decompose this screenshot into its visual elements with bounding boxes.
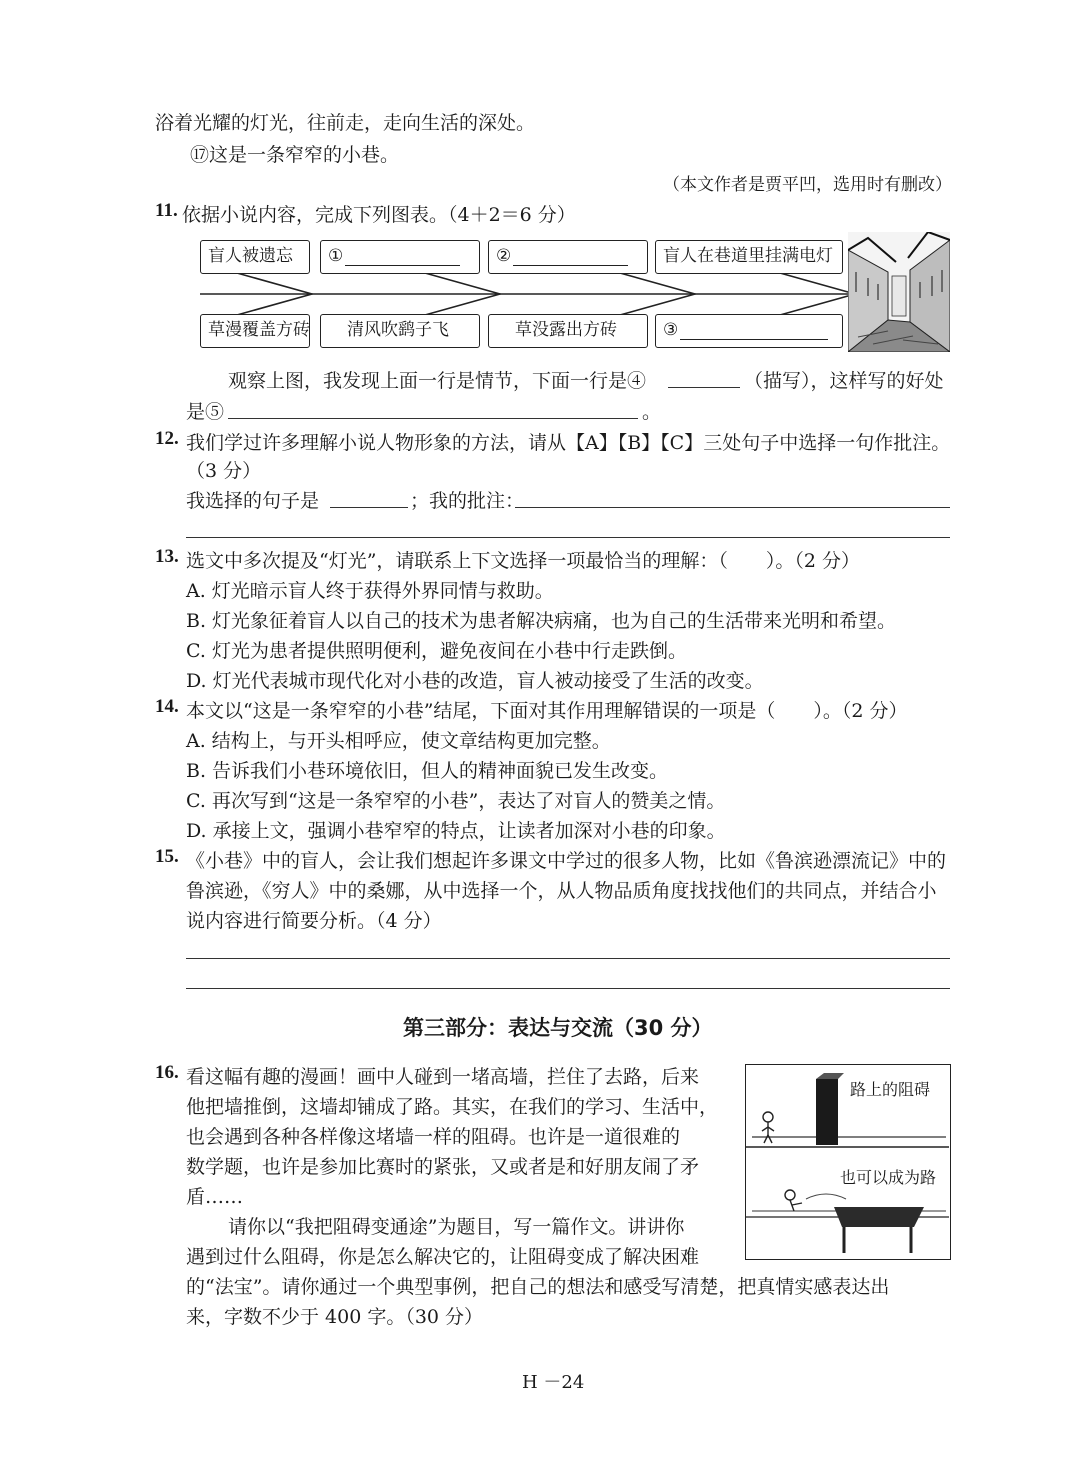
flow-arrow-diagram (200, 268, 860, 318)
question-line: 《小巷》中的盲人，会让我们想起许多课文中学过的很多人物，比如《鲁滨逊漂流记》中的 (186, 850, 947, 872)
option-c[interactable]: C. 再次写到“这是一条窄窄的小巷”，表达了对盲人的赞美之情。 (186, 790, 726, 812)
choose-label: 我选择的句子是 (186, 490, 320, 512)
option-c[interactable]: C. 灯光为患者提供照明便利，避免夜间在小巷中行走跌倒。 (186, 640, 687, 662)
plot-box-1 (200, 240, 310, 274)
observe-text-3: 是⑤ (186, 401, 225, 423)
passage-source: （本文作者是贾平凹，选用时有删改） (663, 175, 952, 195)
comic-frame (745, 1064, 951, 1260)
question-number: 16. (155, 1062, 179, 1083)
prompt-line: 请你以“我把阻碍变通途”为题目，写一篇作文。讲讲你 (228, 1216, 685, 1238)
scene-box-2 (320, 314, 480, 348)
alley-illustration (848, 232, 950, 352)
section-title: 第三部分：表达与交流（30 分） (403, 1016, 713, 1040)
scene-box-3 (488, 314, 648, 348)
prompt-line: 的“法宝”。请你通过一个典型事例，把自己的想法和感受写清楚，把真情实感表达出 (186, 1276, 890, 1298)
annotation-blank[interactable] (515, 507, 950, 508)
prompt-line: 看这幅有趣的漫画！画中人碰到一堵高墙，拦住了去路，后来 (186, 1066, 700, 1088)
plot-box-4 (655, 240, 843, 274)
prompt-line: 盾…… (186, 1186, 244, 1208)
question-stem: 依据小说内容，完成下列图表。（4＋2＝6 分） (182, 204, 576, 226)
chosen-sentence-blank[interactable] (330, 507, 408, 508)
question-number: 13. (155, 546, 179, 567)
answer-blank[interactable] (680, 321, 828, 340)
passage-line: 浴着光耀的灯光，往前走，走向生活的深处。 (155, 112, 536, 134)
answer-blank-5[interactable] (228, 418, 638, 419)
option-a[interactable]: A. 结构上，与开头相呼应，使文章结构更加完整。 (186, 730, 611, 752)
answer-blank[interactable] (513, 247, 628, 266)
plot-box-2-blank[interactable] (320, 240, 480, 274)
option-b[interactable]: B. 灯光象征着盲人以自己的技术为患者解决病痛，也为自己的生活带来光明和希望。 (186, 610, 897, 632)
option-a[interactable]: A. 灯光暗示盲人终于获得外界同情与救助。 (186, 580, 554, 602)
question-line: 说内容进行简要分析。（4 分） (186, 910, 442, 932)
question-stem: 本文以“这是一条窄窄的小巷”结尾，下面对其作用理解错误的一项是（ ）。（2 分） (186, 700, 908, 722)
question-score: （3 分） (186, 460, 262, 482)
passage-paragraph-17: ⑰这是一条窄窄的小巷。 (190, 144, 400, 166)
scene-box-label: 草没露出方砖 (515, 320, 617, 340)
blank-marker: ① (328, 246, 344, 266)
prompt-line: 遇到过什么阻碍，你是怎么解决它的，让阻碍变成了解决困难 (186, 1246, 700, 1268)
question-line: 鲁滨逊，《穷人》中的桑娜，从中选择一个，从人物品质角度找找他们的共同点，并结合小 (186, 880, 937, 902)
plot-box-label: 盲人在巷道里挂满电灯 (663, 246, 833, 266)
blank-marker: ③ (663, 320, 679, 340)
option-d[interactable]: D. 承接上文，强调小巷窄窄的特点，让读者加深对小巷的印象。 (186, 820, 726, 842)
prompt-line: 数学题，也许是参加比赛时的紧张，又或者是和好朋友闹了矛 (186, 1156, 700, 1178)
blank-marker: ② (496, 246, 512, 266)
answer-blank-4[interactable] (668, 387, 740, 388)
scene-box-4-blank[interactable] (655, 314, 843, 348)
observe-end: 。 (642, 401, 662, 423)
plot-box-label: 盲人被遗忘 (208, 246, 293, 266)
observe-text-2: （描写），这样写的好处 (744, 370, 944, 392)
question-number: 12. (155, 428, 179, 449)
prompt-line: 来，字数不少于 400 字。（30 分） (186, 1306, 484, 1328)
comic-caption-top: 路上的阻碍 (850, 1080, 931, 1099)
question-number: 14. (155, 696, 179, 717)
comic-caption-bottom: 也可以成为路 (840, 1168, 937, 1187)
scene-box-label: 草漫覆盖方砖 (208, 320, 310, 340)
question-number: 15. (155, 846, 179, 867)
prompt-line: 也会遇到各种各样像这堵墙一样的阻碍。也许是一道很难的 (186, 1126, 681, 1148)
option-b[interactable]: B. 告诉我们小巷环境依旧，但人的精神面貌已发生改变。 (186, 760, 669, 782)
annotation-label: ；我的批注： (410, 490, 525, 512)
page-number: H －24 (522, 1372, 585, 1393)
annotation-blank-2[interactable] (186, 537, 950, 538)
answer-line[interactable] (186, 958, 950, 959)
scene-box-1 (200, 314, 310, 348)
question-stem: 我们学过许多理解小说人物形象的方法，请从【A】【B】【C】三处句子中选择一句作批注。 (186, 432, 951, 454)
question-stem: 选文中多次提及“灯光”，请联系上下文选择一项最恰当的理解：（ ）。（2 分） (186, 550, 861, 572)
observe-text: 观察上图，我发现上面一行是情节，下面一行是④ (228, 370, 647, 392)
answer-blank[interactable] (345, 247, 460, 266)
option-d[interactable]: D. 灯光代表城市现代化对小巷的改造，盲人被动接受了生活的改变。 (186, 670, 764, 692)
scene-box-label: 清风吹鹞子飞 (347, 320, 449, 340)
plot-box-3-blank[interactable] (488, 240, 648, 274)
answer-line[interactable] (186, 988, 950, 989)
question-number: 11. (155, 200, 178, 221)
prompt-line: 他把墙推倒，这墙却铺成了路。其实，在我们的学习、生活中， (186, 1096, 719, 1118)
